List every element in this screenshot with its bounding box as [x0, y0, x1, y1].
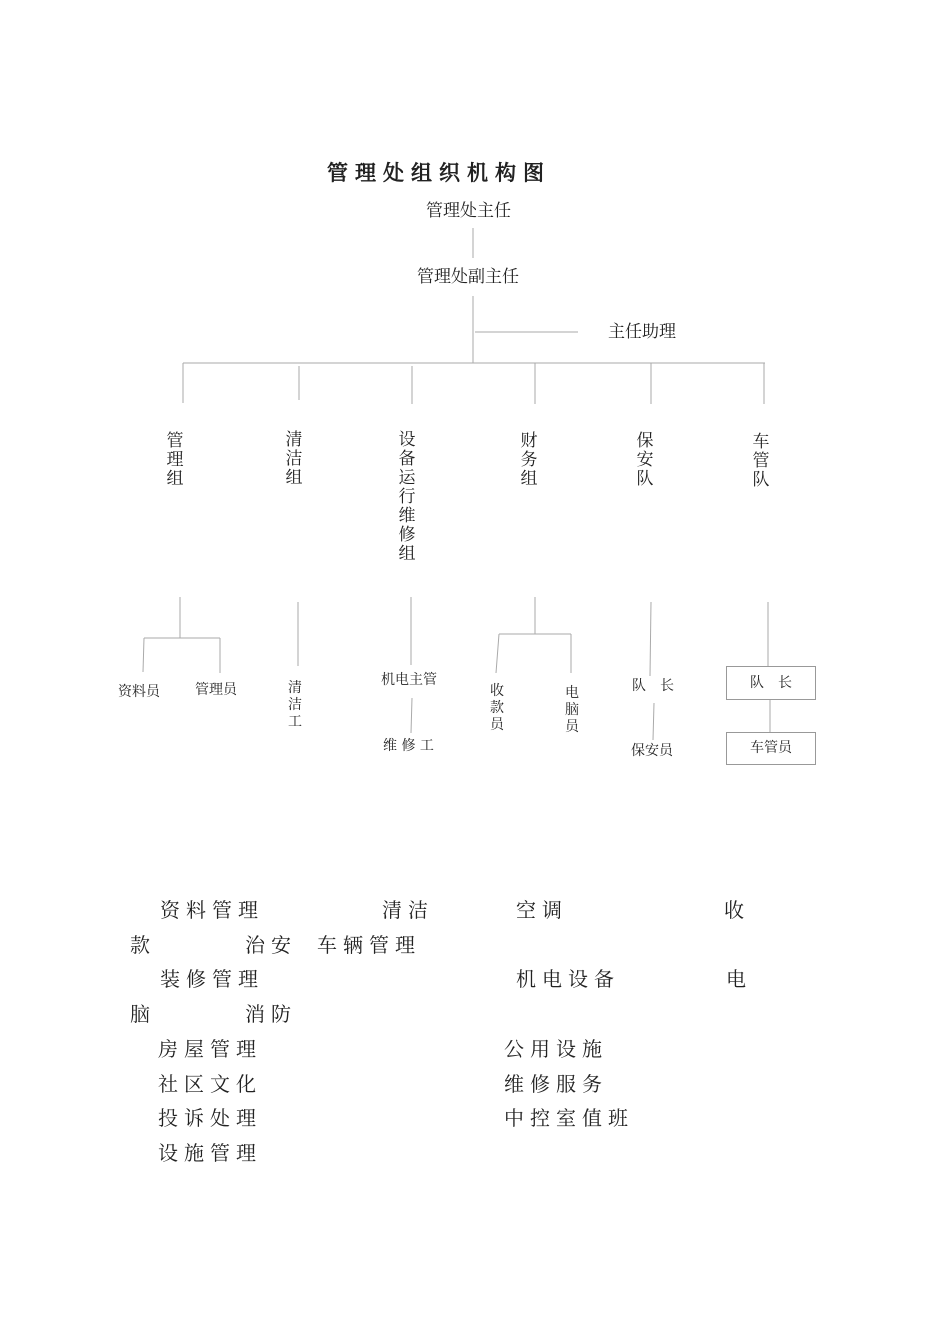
dept-char: 队 — [636, 469, 654, 489]
dept-char: 洁 — [285, 449, 303, 469]
staff-cleaner — [285, 680, 305, 731]
dept-char: 运 — [398, 468, 416, 488]
dept-char: 队 — [752, 470, 770, 490]
sub-trunk-line — [650, 602, 651, 676]
staff-char: 工 — [288, 714, 302, 730]
duty-text: 治安 — [245, 933, 297, 957]
dept-finance — [519, 432, 539, 489]
duty-text: 消防 — [245, 1002, 297, 1026]
deputy-director-node: 管理处副主任 — [417, 267, 519, 287]
duty-text: 清洁 — [382, 898, 434, 922]
staff-char: 电 — [565, 685, 579, 701]
page-title: 管理处组织机构图 — [327, 160, 551, 185]
dept-char: 管 — [752, 451, 770, 471]
dept-security — [635, 432, 655, 489]
dept-char: 组 — [520, 469, 538, 489]
duty-text: 资料管理 — [160, 898, 264, 922]
dept-char: 备 — [398, 449, 416, 469]
duty-text: 投诉处理 — [158, 1106, 262, 1130]
staff-char: 员 — [490, 717, 504, 733]
duty-text: 中控室值班 — [504, 1106, 634, 1130]
duty-text: 电 — [726, 967, 752, 991]
sub-link-line — [653, 703, 654, 740]
duty-text: 机电设备 — [516, 967, 620, 991]
staff-char: 洁 — [288, 697, 302, 713]
duty-text: 设施管理 — [158, 1141, 262, 1165]
staff-char: 脑 — [565, 702, 579, 718]
staff-parking-captain-box: 队 长 — [726, 666, 816, 700]
staff-administrator: 管理员 — [195, 682, 237, 698]
staff-char: 收 — [490, 683, 504, 699]
staff-cashier — [487, 683, 507, 734]
staff-char: 款 — [490, 700, 504, 716]
staff-char: 清 — [288, 680, 302, 696]
dept-char: 财 — [520, 431, 538, 451]
dept-char: 保 — [636, 431, 654, 451]
dept-char: 组 — [398, 544, 416, 564]
duty-text: 装修管理 — [160, 967, 264, 991]
staff-security-guard: 保安员 — [631, 743, 673, 759]
duty-text: 款 — [130, 933, 156, 957]
staff-electrical-supervisor: 机电主管 — [381, 672, 437, 688]
sub-drop-line — [143, 638, 144, 672]
staff-parking-attendant-box: 车管员 — [726, 732, 816, 765]
dept-char: 组 — [166, 469, 184, 489]
duty-text: 车辆管理 — [317, 933, 421, 957]
dept-management — [165, 432, 185, 489]
staff-security-captain: 队 长 — [632, 678, 674, 694]
duty-text: 社区文化 — [158, 1072, 262, 1096]
dept-char: 车 — [752, 432, 770, 452]
dept-cleaning — [284, 431, 304, 488]
dept-parking — [751, 433, 771, 490]
staff-computer-operator — [562, 685, 582, 736]
dept-char: 设 — [398, 430, 416, 450]
dept-char: 修 — [398, 525, 416, 545]
dept-char: 管 — [166, 431, 184, 451]
duty-text: 脑 — [130, 1002, 156, 1026]
dept-char: 行 — [398, 487, 416, 507]
dept-char: 务 — [520, 450, 538, 470]
duty-text: 维修服务 — [504, 1072, 608, 1096]
duty-text: 收 — [724, 898, 750, 922]
sub-link-line — [411, 698, 412, 733]
staff-char: 员 — [565, 719, 579, 735]
director-node: 管理处主任 — [426, 201, 511, 221]
staff-archivist: 资料员 — [118, 684, 160, 700]
assistant-node: 主任助理 — [608, 322, 676, 342]
dept-char: 维 — [398, 506, 416, 526]
sub-drop-line — [496, 634, 499, 673]
dept-char: 组 — [285, 468, 303, 488]
duty-text: 房屋管理 — [158, 1037, 262, 1061]
dept-char: 理 — [166, 450, 184, 470]
staff-repairman: 维 修 工 — [383, 738, 434, 754]
duty-text: 公用设施 — [504, 1037, 608, 1061]
dept-char: 安 — [636, 450, 654, 470]
dept-equipment — [397, 431, 417, 564]
duty-text: 空调 — [516, 898, 568, 922]
dept-char: 清 — [285, 430, 303, 450]
